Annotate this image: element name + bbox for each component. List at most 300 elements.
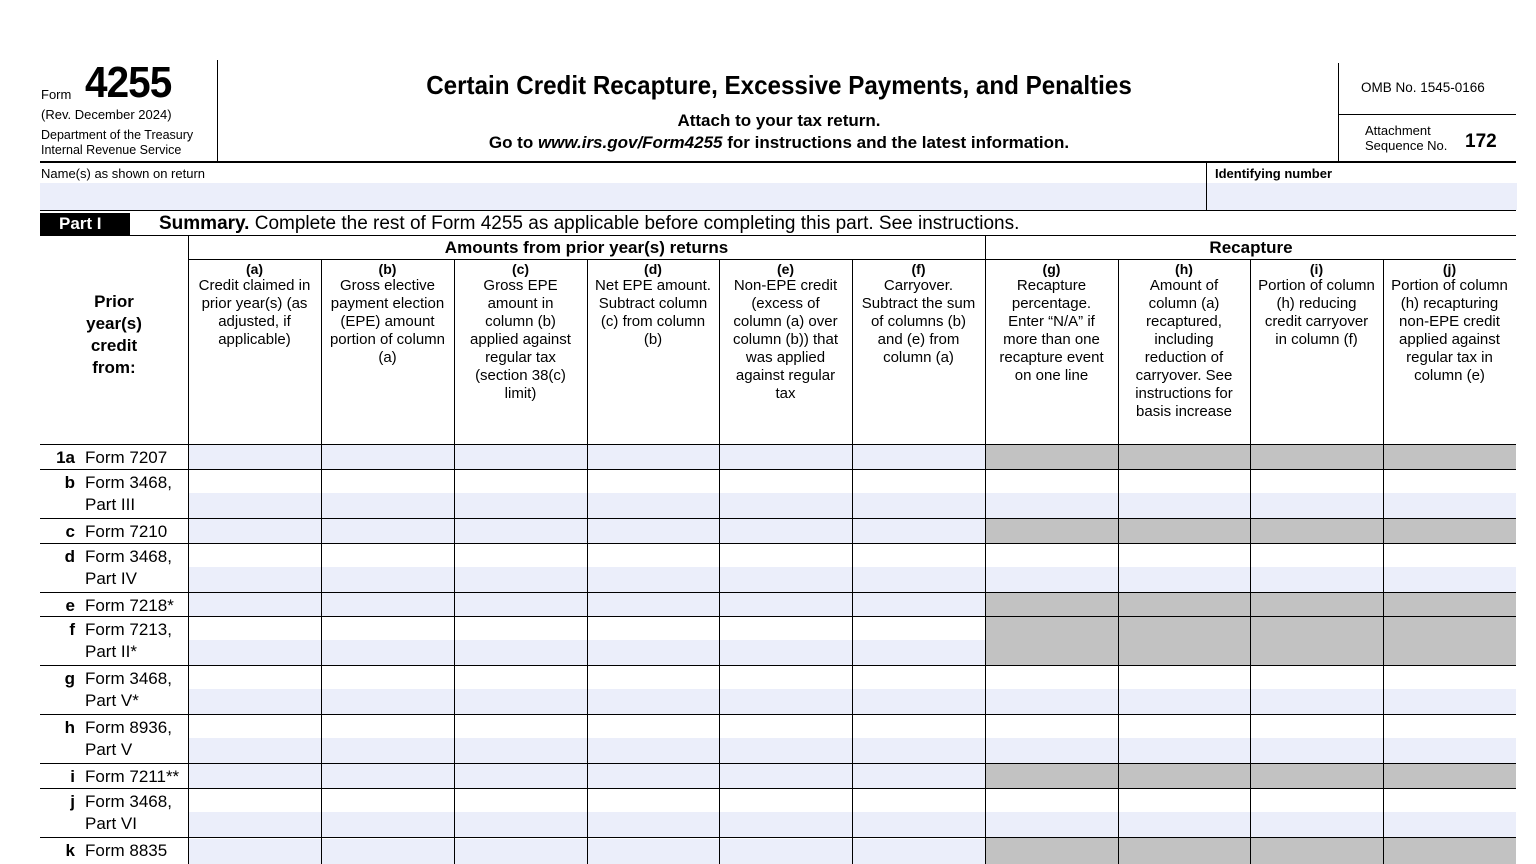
row-letter: g bbox=[64, 669, 75, 688]
entry-band bbox=[188, 689, 321, 714]
entry-field-e[interactable] bbox=[719, 666, 852, 714]
shaded-cell bbox=[1250, 593, 1383, 616]
column-description: Amount of column (a) recaptured, including reduction of carryover. See instructions for basis increase bbox=[1135, 277, 1233, 420]
entry-band bbox=[321, 839, 454, 864]
column-rule bbox=[1118, 260, 1119, 864]
entry-field-h[interactable] bbox=[1118, 715, 1250, 763]
entry-band bbox=[321, 445, 454, 469]
entry-band bbox=[1250, 689, 1383, 714]
entry-field-f[interactable] bbox=[852, 764, 985, 788]
entry-band bbox=[188, 493, 321, 518]
row-form-line-1: Form 3468, bbox=[85, 792, 172, 811]
entry-band bbox=[587, 764, 719, 788]
entry-field-a[interactable] bbox=[188, 764, 321, 788]
column-description: Carryover. Subtract the sum of columns (b) and (e) from column (a) bbox=[861, 277, 976, 366]
entry-band bbox=[454, 640, 587, 665]
shaded-cell bbox=[1118, 764, 1250, 788]
goto-prefix: Go to bbox=[488, 133, 538, 152]
entry-field-j[interactable] bbox=[1383, 715, 1516, 763]
entry-band bbox=[1383, 567, 1516, 592]
entry-band bbox=[1250, 493, 1383, 518]
row-form-line-1: Form 3468, bbox=[85, 473, 172, 492]
column-rule bbox=[321, 260, 322, 864]
column-description: Non-EPE credit (excess of column (a) over column (b)) that was applied against regular tax bbox=[732, 277, 839, 402]
entry-band bbox=[454, 812, 587, 837]
omb-number: OMB No. 1545-0166 bbox=[1339, 63, 1516, 115]
column-letter: (g) bbox=[1042, 261, 1061, 277]
shaded-cell bbox=[1383, 838, 1516, 864]
entry-field-g[interactable] bbox=[985, 789, 1118, 837]
dept-line-2: Internal Revenue Service bbox=[41, 143, 182, 157]
entry-field-b[interactable] bbox=[321, 544, 454, 592]
entry-field-h[interactable] bbox=[1118, 470, 1250, 518]
entry-band bbox=[1118, 689, 1250, 714]
entry-band bbox=[587, 738, 719, 763]
entry-field-b[interactable] bbox=[321, 445, 454, 469]
entry-band bbox=[188, 593, 321, 616]
entry-field-b[interactable] bbox=[321, 838, 454, 864]
entry-field-b[interactable] bbox=[321, 593, 454, 616]
sequence-label: Sequence No. bbox=[1365, 138, 1448, 153]
row-form-name bbox=[85, 668, 172, 712]
row-letter: i bbox=[70, 767, 75, 786]
entry-field-i[interactable] bbox=[1250, 666, 1383, 714]
row-form-name bbox=[85, 447, 167, 469]
entry-field-h[interactable] bbox=[1118, 544, 1250, 592]
entry-band bbox=[454, 593, 587, 616]
entry-field-g[interactable] bbox=[985, 715, 1118, 763]
entry-field-a[interactable] bbox=[188, 715, 321, 763]
row-label bbox=[40, 666, 188, 714]
entry-field-h[interactable] bbox=[1118, 666, 1250, 714]
entry-field-j[interactable] bbox=[1383, 470, 1516, 518]
row-label bbox=[40, 838, 188, 864]
entry-field-b[interactable] bbox=[321, 764, 454, 788]
row-form-name bbox=[85, 791, 172, 835]
entry-band bbox=[719, 445, 852, 469]
sequence-number: 172 bbox=[1465, 131, 1497, 152]
entry-field-d[interactable] bbox=[587, 470, 719, 518]
shaded-cell bbox=[1118, 593, 1250, 616]
credit-row-j bbox=[40, 789, 1516, 838]
shaded-cell bbox=[1383, 445, 1516, 469]
entry-field-a[interactable] bbox=[188, 838, 321, 864]
column-rule bbox=[188, 236, 189, 864]
entry-band bbox=[321, 738, 454, 763]
entry-band bbox=[852, 764, 985, 788]
entry-band bbox=[719, 640, 852, 665]
entry-field-b[interactable] bbox=[321, 519, 454, 543]
entry-band bbox=[587, 493, 719, 518]
column-rule bbox=[587, 260, 588, 864]
entry-field-f[interactable] bbox=[852, 519, 985, 543]
entry-band bbox=[852, 493, 985, 518]
entry-field-f[interactable] bbox=[852, 470, 985, 518]
row-letter: c bbox=[65, 522, 75, 541]
column-rule bbox=[1383, 260, 1384, 864]
entry-band bbox=[587, 593, 719, 616]
shaded-cell bbox=[985, 764, 1118, 788]
entry-band bbox=[1250, 812, 1383, 837]
column-rule bbox=[1250, 260, 1251, 864]
department-block bbox=[41, 128, 193, 158]
entry-field-c[interactable] bbox=[454, 715, 587, 763]
entry-band bbox=[719, 519, 852, 543]
shaded-cell bbox=[985, 445, 1118, 469]
entry-band bbox=[985, 689, 1118, 714]
identifying-number-label: Identifying number bbox=[1215, 166, 1332, 181]
entry-field-h[interactable] bbox=[1118, 789, 1250, 837]
entry-band bbox=[321, 812, 454, 837]
attachment-sequence-label bbox=[1365, 123, 1447, 153]
column-letter: (f) bbox=[911, 261, 926, 277]
entry-field-g[interactable] bbox=[985, 544, 1118, 592]
entry-band bbox=[719, 839, 852, 864]
shaded-cell bbox=[985, 593, 1118, 616]
column-description: Recapture percentage. Enter “N/A” if more than one recapture event on one line bbox=[999, 277, 1104, 384]
part-1-tag: Part I bbox=[40, 213, 130, 235]
entry-band bbox=[188, 839, 321, 864]
row-letter: d bbox=[64, 547, 75, 566]
entry-field-g[interactable] bbox=[985, 666, 1118, 714]
row-form-line-1: Form 7211** bbox=[85, 767, 180, 786]
row-letter: e bbox=[65, 596, 75, 615]
entry-field-d[interactable] bbox=[587, 764, 719, 788]
entry-field-e[interactable] bbox=[719, 593, 852, 616]
row-form-line-2: Part VI bbox=[85, 814, 137, 833]
entry-band bbox=[1118, 738, 1250, 763]
entry-field-i[interactable] bbox=[1250, 789, 1383, 837]
row-label bbox=[40, 617, 188, 665]
entry-field-a[interactable] bbox=[188, 666, 321, 714]
entry-band bbox=[321, 764, 454, 788]
entry-band bbox=[587, 519, 719, 543]
entry-band bbox=[321, 593, 454, 616]
entry-band bbox=[1250, 738, 1383, 763]
column-header-i bbox=[1250, 261, 1383, 444]
entry-band bbox=[985, 738, 1118, 763]
column-letter: (i) bbox=[1309, 261, 1324, 277]
column-header-d bbox=[587, 261, 719, 444]
entry-band bbox=[454, 839, 587, 864]
entry-field-a[interactable] bbox=[188, 470, 321, 518]
part-1-title: Summary. bbox=[159, 213, 250, 234]
entry-field-e[interactable] bbox=[719, 470, 852, 518]
entry-band bbox=[719, 764, 852, 788]
row-letter: 1a bbox=[56, 448, 75, 467]
row-label bbox=[40, 715, 188, 763]
prior-year-credit-header: Prior year(s) credit from: bbox=[86, 292, 142, 377]
column-description: Portion of column (h) recapturing non-EPE credit applied against regular tax in column (e) bbox=[1391, 277, 1508, 384]
shaded-cell bbox=[1383, 593, 1516, 616]
credit-row-c bbox=[40, 519, 1516, 544]
part-1-heading bbox=[159, 213, 1019, 235]
column-header-g bbox=[985, 261, 1118, 444]
entry-field-f[interactable] bbox=[852, 617, 985, 665]
entry-field-d[interactable] bbox=[587, 544, 719, 592]
entry-field-c[interactable] bbox=[454, 617, 587, 665]
column-letter: (j) bbox=[1442, 261, 1457, 277]
entry-field-j[interactable] bbox=[1383, 666, 1516, 714]
shaded-cell bbox=[1118, 519, 1250, 543]
row-label bbox=[40, 764, 188, 788]
row-letter: k bbox=[65, 841, 75, 860]
entry-field-c[interactable] bbox=[454, 666, 587, 714]
row-label bbox=[40, 445, 188, 469]
row-form-line-1: Form 3468, bbox=[85, 669, 172, 688]
entry-band bbox=[321, 689, 454, 714]
column-letter: (b) bbox=[378, 261, 397, 277]
row-form-line-1: Form 7207 bbox=[85, 448, 168, 467]
row-label bbox=[40, 593, 188, 616]
entry-band bbox=[852, 839, 985, 864]
row-label bbox=[40, 789, 188, 837]
group-recapture-header: Recapture bbox=[985, 236, 1516, 259]
entry-band bbox=[1118, 567, 1250, 592]
column-letter: (c) bbox=[511, 261, 530, 277]
entry-band bbox=[321, 640, 454, 665]
shaded-cell bbox=[985, 617, 1118, 665]
row-header-cell bbox=[40, 236, 188, 444]
entry-field-c[interactable] bbox=[454, 764, 587, 788]
form-number: 4255 bbox=[85, 58, 172, 107]
entry-band bbox=[719, 493, 852, 518]
credit-row-i bbox=[40, 764, 1516, 789]
entry-band bbox=[188, 567, 321, 592]
form-id-block bbox=[40, 60, 218, 162]
entry-field-i[interactable] bbox=[1250, 470, 1383, 518]
entry-band bbox=[321, 567, 454, 592]
column-rule bbox=[985, 236, 986, 864]
entry-field-d[interactable] bbox=[587, 789, 719, 837]
omb-block bbox=[1338, 63, 1516, 162]
column-header-h bbox=[1118, 261, 1250, 444]
entry-field-d[interactable] bbox=[587, 838, 719, 864]
entry-band bbox=[1383, 493, 1516, 518]
entry-band bbox=[454, 493, 587, 518]
entry-band bbox=[321, 493, 454, 518]
entry-field-b[interactable] bbox=[321, 470, 454, 518]
entry-field-e[interactable] bbox=[719, 617, 852, 665]
entry-field-d[interactable] bbox=[587, 715, 719, 763]
row-form-line-1: Form 3468, bbox=[85, 547, 172, 566]
entry-field-e[interactable] bbox=[719, 789, 852, 837]
entry-band bbox=[188, 738, 321, 763]
entry-field-a[interactable] bbox=[188, 544, 321, 592]
column-description: Gross EPE amount in column (b) applied against regular tax (section 38(c) limit) bbox=[470, 277, 571, 402]
entry-field-c[interactable] bbox=[454, 445, 587, 469]
entry-field-e[interactable] bbox=[719, 838, 852, 864]
entry-field-d[interactable] bbox=[587, 445, 719, 469]
entry-field-i[interactable] bbox=[1250, 544, 1383, 592]
entry-field-b[interactable] bbox=[321, 666, 454, 714]
credit-row-e bbox=[40, 593, 1516, 617]
entry-field-b[interactable] bbox=[321, 715, 454, 763]
entry-band bbox=[587, 812, 719, 837]
entry-band bbox=[719, 567, 852, 592]
row-form-name bbox=[85, 619, 172, 663]
entry-field-c[interactable] bbox=[454, 838, 587, 864]
row-letter: b bbox=[64, 473, 75, 492]
irs-url-link[interactable]: www.irs.gov/Form4255 bbox=[537, 133, 723, 152]
entry-field-d[interactable] bbox=[587, 666, 719, 714]
entry-band bbox=[985, 493, 1118, 518]
entry-band bbox=[852, 445, 985, 469]
entry-band bbox=[719, 689, 852, 714]
entry-band bbox=[852, 567, 985, 592]
identifying-number-field[interactable] bbox=[1207, 183, 1517, 210]
entry-field-f[interactable] bbox=[852, 666, 985, 714]
entry-band bbox=[454, 519, 587, 543]
shaded-cell bbox=[1118, 617, 1250, 665]
entry-field-f[interactable] bbox=[852, 445, 985, 469]
shaded-cell bbox=[1118, 838, 1250, 864]
row-form-name bbox=[85, 521, 167, 543]
entry-field-c[interactable] bbox=[454, 593, 587, 616]
entry-band bbox=[454, 567, 587, 592]
dept-line-1: Department of the Treasury bbox=[41, 128, 194, 142]
shaded-cell bbox=[1383, 617, 1516, 665]
entry-field-e[interactable] bbox=[719, 445, 852, 469]
entry-field-c[interactable] bbox=[454, 544, 587, 592]
row-form-name bbox=[85, 840, 167, 862]
entry-band bbox=[454, 764, 587, 788]
column-header-a bbox=[188, 261, 321, 444]
column-group-row bbox=[188, 236, 1516, 260]
name-cell bbox=[40, 163, 1206, 210]
entry-field-b[interactable] bbox=[321, 789, 454, 837]
row-letter: h bbox=[64, 718, 75, 737]
entry-field-j[interactable] bbox=[1383, 789, 1516, 837]
row-form-line-1: Form 7210 bbox=[85, 522, 168, 541]
id-cell bbox=[1206, 163, 1516, 210]
column-rule bbox=[852, 260, 853, 864]
entry-field-a[interactable] bbox=[188, 445, 321, 469]
column-description: Credit claimed in prior year(s) (as adjusted, if applicable) bbox=[198, 277, 311, 348]
entry-band bbox=[852, 640, 985, 665]
instructions-line bbox=[219, 133, 1339, 153]
column-letter: (e) bbox=[776, 261, 795, 277]
entry-field-e[interactable] bbox=[719, 764, 852, 788]
credit-row-1a bbox=[40, 445, 1516, 470]
entry-field-f[interactable] bbox=[852, 789, 985, 837]
row-form-line-1: Form 8936, bbox=[85, 718, 172, 737]
row-form-name bbox=[85, 766, 179, 788]
entry-band bbox=[454, 445, 587, 469]
entry-band bbox=[852, 689, 985, 714]
title-block bbox=[219, 60, 1339, 162]
entry-field-a[interactable] bbox=[188, 519, 321, 543]
credit-row-d bbox=[40, 544, 1516, 593]
entry-band bbox=[1383, 812, 1516, 837]
entry-field-a[interactable] bbox=[188, 617, 321, 665]
entry-field-c[interactable] bbox=[454, 789, 587, 837]
name-field[interactable] bbox=[40, 183, 1206, 210]
entry-band bbox=[719, 593, 852, 616]
row-letter: f bbox=[69, 620, 75, 639]
entry-field-d[interactable] bbox=[587, 519, 719, 543]
row-form-name bbox=[85, 595, 174, 617]
credit-row-f bbox=[40, 617, 1516, 666]
row-form-name bbox=[85, 717, 172, 761]
entry-field-i[interactable] bbox=[1250, 715, 1383, 763]
entry-field-f[interactable] bbox=[852, 593, 985, 616]
entry-band bbox=[852, 738, 985, 763]
row-form-line-2: Part V* bbox=[85, 691, 139, 710]
shaded-cell bbox=[1250, 445, 1383, 469]
column-description: Net EPE amount. Subtract column (c) from column (b) bbox=[595, 277, 711, 348]
taxpayer-info-row bbox=[40, 163, 1516, 211]
column-header-e bbox=[719, 261, 852, 444]
shaded-cell bbox=[1250, 764, 1383, 788]
shaded-cell bbox=[985, 519, 1118, 543]
part-1-description: Complete the rest of Form 4255 as applicable before completing this part. See instructions. bbox=[249, 213, 1020, 234]
entry-band bbox=[852, 593, 985, 616]
entry-field-d[interactable] bbox=[587, 617, 719, 665]
entry-band bbox=[852, 519, 985, 543]
form-title: Certain Credit Recapture, Excessive Payments, and Penalties bbox=[426, 70, 1132, 100]
credit-row-g bbox=[40, 666, 1516, 715]
shaded-cell bbox=[1118, 445, 1250, 469]
entry-band bbox=[852, 812, 985, 837]
column-header-b bbox=[321, 261, 454, 444]
entry-band bbox=[321, 519, 454, 543]
entry-band bbox=[454, 689, 587, 714]
entry-band bbox=[1250, 567, 1383, 592]
row-form-line-2: Part IV bbox=[85, 569, 137, 588]
credit-row-h bbox=[40, 715, 1516, 764]
row-form-line-1: Form 7213, bbox=[85, 620, 172, 639]
entry-field-c[interactable] bbox=[454, 470, 587, 518]
entry-field-a[interactable] bbox=[188, 789, 321, 837]
entry-band bbox=[719, 738, 852, 763]
entry-field-d[interactable] bbox=[587, 593, 719, 616]
entry-field-f[interactable] bbox=[852, 715, 985, 763]
entry-field-e[interactable] bbox=[719, 519, 852, 543]
entry-field-a[interactable] bbox=[188, 593, 321, 616]
column-description: Portion of column (h) reducing credit carryover in column (f) bbox=[1258, 277, 1375, 348]
entry-field-f[interactable] bbox=[852, 544, 985, 592]
entry-band bbox=[188, 445, 321, 469]
entry-field-c[interactable] bbox=[454, 519, 587, 543]
column-header-j bbox=[1383, 261, 1516, 444]
part-1-header bbox=[40, 211, 1516, 236]
column-rule bbox=[719, 260, 720, 864]
entry-field-f[interactable] bbox=[852, 838, 985, 864]
entry-band bbox=[188, 812, 321, 837]
entry-field-b[interactable] bbox=[321, 617, 454, 665]
name-label: Name(s) as shown on return bbox=[41, 166, 206, 181]
entry-field-g[interactable] bbox=[985, 470, 1118, 518]
shaded-cell bbox=[1250, 838, 1383, 864]
revision-date: (Rev. December 2024) bbox=[41, 107, 172, 122]
entry-field-e[interactable] bbox=[719, 544, 852, 592]
attach-instruction: Attach to your tax return. bbox=[677, 111, 881, 130]
row-form-name bbox=[85, 472, 172, 516]
attachment-label: Attachment bbox=[1365, 123, 1431, 138]
column-header-c bbox=[454, 261, 587, 444]
entry-band bbox=[587, 839, 719, 864]
entry-field-j[interactable] bbox=[1383, 544, 1516, 592]
credit-row-b bbox=[40, 470, 1516, 519]
entry-field-e[interactable] bbox=[719, 715, 852, 763]
row-label bbox=[40, 470, 188, 518]
column-letter: (d) bbox=[644, 261, 662, 277]
entry-band bbox=[188, 519, 321, 543]
row-form-line-2: Part II* bbox=[85, 642, 137, 661]
goto-suffix: for instructions and the latest information. bbox=[722, 133, 1070, 152]
entry-band bbox=[1118, 493, 1250, 518]
